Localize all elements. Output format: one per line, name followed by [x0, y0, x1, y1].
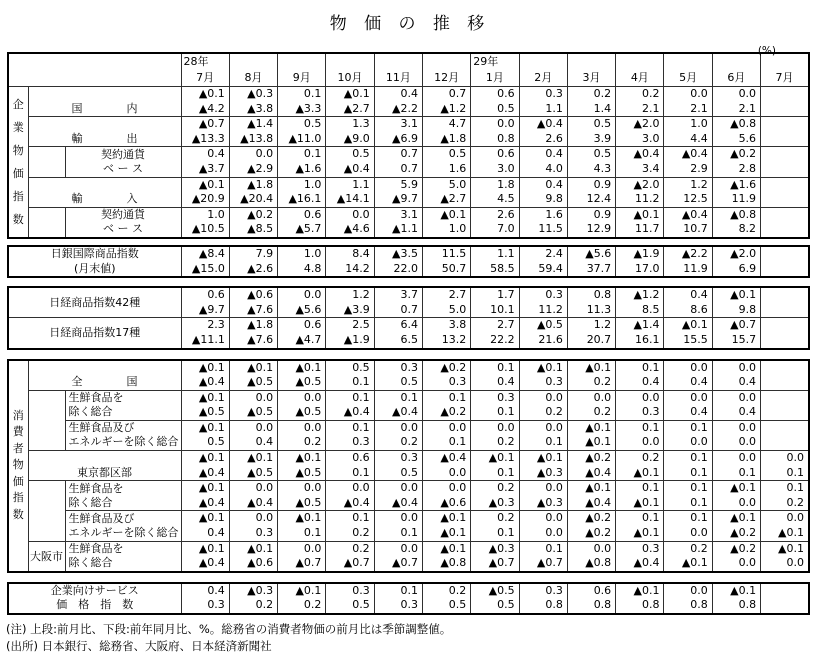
tokyo-ex-fresh-food-energy-m5: ▲0.1 ▲0.1 — [422, 511, 470, 541]
japan-ex-fresh-food-m7: 0.0 0.2 — [519, 390, 567, 420]
domestic-row — [8, 87, 809, 117]
tokyo-ex-fresh-food-energy-m8: ▲0.2 ▲0.2 — [567, 511, 615, 541]
tokyo-ex-fresh-food-m0: ▲0.1 ▲0.4 — [181, 481, 229, 511]
nikkei-commodity-index-42-m1: ▲0.6 ▲7.6 — [229, 287, 277, 318]
domestic-m11: 0.0 2.1 — [712, 87, 760, 117]
exports-contract-currency-basis-m6: 0.6 3.0 — [471, 147, 519, 177]
japan-all-m7: ▲0.1 0.3 — [519, 360, 567, 391]
exports-m1: ▲1.4 ▲13.8 — [229, 117, 277, 147]
boj-international-commodity-index-m0: ▲8.4 ▲15.0 — [181, 246, 229, 277]
osaka-ex-fresh-food-m3: 0.2 ▲0.7 — [326, 541, 374, 572]
tokyo-ku-area-m12: 0.0 0.1 — [761, 451, 809, 481]
japan-ex-fresh-food-energy-m11: 0.0 0.0 — [712, 420, 760, 450]
exports-contract-currency-basis-m2: 0.1 ▲1.6 — [278, 147, 326, 177]
area-label-osaka: 大阪市 — [28, 541, 65, 572]
tokyo-ex-fresh-food-label: 生鮮食品を 除く総合 — [65, 481, 181, 511]
domestic-m6: 0.6 0.5 — [471, 87, 519, 117]
tokyo-ex-fresh-food-energy-m2: ▲0.1 0.1 — [278, 511, 326, 541]
japan-ex-fresh-food-m0: ▲0.1 ▲0.5 — [181, 390, 229, 420]
japan-all-m9: 0.1 0.4 — [616, 360, 664, 391]
nikkei-commodity-index-42-m12 — [761, 287, 809, 318]
japan-all-m12 — [761, 360, 809, 391]
nikkei-commodity-index-42-m11: ▲0.1 9.8 — [712, 287, 760, 318]
imports-contract-currency-basis-m12 — [761, 207, 809, 238]
tokyo-ex-fresh-food-spacer — [28, 481, 65, 541]
japan-ex-fresh-food-energy-m0: ▲0.1 0.5 — [181, 420, 229, 450]
nikkei-commodity-index-17-label: 日経商品指数17種 — [8, 318, 181, 349]
month-header-1: 8月 — [229, 53, 277, 87]
osaka-ex-fresh-food-m5: ▲0.1 ▲0.8 — [422, 541, 470, 572]
japan-all-m10: 0.0 0.4 — [664, 360, 712, 391]
tokyo-ku-area-m5: ▲0.4 0.0 — [422, 451, 470, 481]
japan-ex-fresh-food-m9: 0.0 0.3 — [616, 390, 664, 420]
japan-all-m8: ▲0.1 0.2 — [567, 360, 615, 391]
corporate-services-price-index-row — [8, 583, 809, 614]
nikkei-commodity-index-17-m4: 6.4 6.5 — [374, 318, 422, 349]
corporate-services-price-index-m3: 0.3 0.5 — [326, 583, 374, 614]
japan-all-m5: ▲0.2 0.3 — [422, 360, 470, 391]
nikkei-commodity-index — [7, 286, 810, 349]
boj-international-commodity-index-m1: 7.9 ▲2.6 — [229, 246, 277, 277]
osaka-ex-fresh-food-label: 生鮮食品を 除く総合 — [65, 541, 181, 572]
exports-contract-currency-basis-label: 契約通貨 ベ ー ス — [65, 147, 181, 177]
japan-all-m4: 0.3 0.5 — [374, 360, 422, 391]
source-line: (出所) 日本銀行、総務省、大阪府、日本経済新聞社 — [6, 639, 272, 653]
month-header-8: 3月 — [567, 53, 615, 87]
osaka-ex-fresh-food-m6: ▲0.3 ▲0.7 — [471, 541, 519, 572]
imports-m7: 0.4 9.8 — [519, 177, 567, 207]
osaka-ex-fresh-food-m8: 0.0 ▲0.8 — [567, 541, 615, 572]
nikkei-commodity-index-17-m12 — [761, 318, 809, 349]
month-header-0: 28年 7月 — [181, 53, 229, 87]
nikkei-commodity-index-42-m7: 0.3 11.2 — [519, 287, 567, 318]
tokyo-ex-fresh-food-row — [8, 481, 809, 511]
boj-international-commodity-index-m11: ▲2.0 6.9 — [712, 246, 760, 277]
corporate-services-price-index-m4: 0.1 0.3 — [374, 583, 422, 614]
japan-ex-fresh-food-m3: 0.1 ▲0.4 — [326, 390, 374, 420]
nikkei-commodity-index-17-m9: ▲1.4 16.1 — [616, 318, 664, 349]
tokyo-ex-fresh-food-m3: 0.0 ▲0.4 — [326, 481, 374, 511]
japan-ex-fresh-food-energy-m10: 0.1 0.0 — [664, 420, 712, 450]
tokyo-ex-fresh-food-energy-m11: ▲0.1 ▲0.2 — [712, 511, 760, 541]
exports-contract-currency-basis-m12 — [761, 147, 809, 177]
nikkei-commodity-index-17-m10: ▲0.1 15.5 — [664, 318, 712, 349]
month-header-6: 29年 1月 — [471, 53, 519, 87]
month-header-9: 4月 — [616, 53, 664, 87]
corporate-services-price-index — [7, 582, 810, 615]
imports-contract-currency-basis-m9: ▲0.1 11.7 — [616, 207, 664, 238]
tokyo-ex-fresh-food-m6: 0.2 ▲0.3 — [471, 481, 519, 511]
boj-international-commodity-index-m10: ▲2.2 11.9 — [664, 246, 712, 277]
tokyo-ex-fresh-food-energy-m10: 0.1 0.0 — [664, 511, 712, 541]
imports-row — [8, 177, 809, 207]
tokyo-ku-area-m6: ▲0.1 0.1 — [471, 451, 519, 481]
imports-m0: ▲0.1 ▲20.9 — [181, 177, 229, 207]
nikkei-commodity-index-42-m10: 0.4 8.6 — [664, 287, 712, 318]
section-label-corporate-goods-price-index: 企 業 物 価 指 数 — [8, 87, 28, 238]
month-header-3: 10月 — [326, 53, 374, 87]
tokyo-ex-fresh-food-energy-m3: 0.1 0.2 — [326, 511, 374, 541]
corporate-services-price-index-m2: ▲0.1 0.2 — [278, 583, 326, 614]
tokyo-ku-area-m11: 0.0 0.1 — [712, 451, 760, 481]
nikkei-commodity-index-17-m7: ▲0.5 21.6 — [519, 318, 567, 349]
imports-contract-currency-basis-m10: ▲0.4 10.7 — [664, 207, 712, 238]
japan-all-m1: ▲0.1 ▲0.5 — [229, 360, 277, 391]
nikkei-commodity-index-42-m2: 0.0 ▲5.6 — [278, 287, 326, 318]
japan-all-row — [8, 360, 809, 391]
domestic-label: 国 内 — [28, 87, 181, 117]
japan-ex-fresh-food-spacer — [28, 390, 65, 450]
boj-international-commodity-index-label: 日銀国際商品指数 (月末値) — [8, 246, 181, 277]
imports-m1: ▲1.8 ▲20.4 — [229, 177, 277, 207]
nikkei-commodity-index-42-m6: 1.7 10.1 — [471, 287, 519, 318]
imports-m5: 5.0 ▲2.7 — [422, 177, 470, 207]
boj-international-commodity-index — [7, 245, 810, 278]
japan-all-m2: ▲0.1 ▲0.5 — [278, 360, 326, 391]
exports-contract-currency-basis-m4: 0.7 0.7 — [374, 147, 422, 177]
month-header-10: 5月 — [664, 53, 712, 87]
exports-contract-currency-basis-m8: 0.5 4.3 — [567, 147, 615, 177]
tokyo-ku-area-m1: ▲0.1 ▲0.5 — [229, 451, 277, 481]
nikkei-commodity-index-42-m5: 2.7 5.0 — [423, 287, 471, 318]
nikkei-commodity-index-42-m4: 3.7 0.7 — [374, 287, 422, 318]
japan-ex-fresh-food-label: 生鮮食品を 除く総合 — [65, 390, 181, 420]
imports-contract-currency-basis-m1: ▲0.2 ▲8.5 — [229, 207, 277, 238]
exports-m4: 3.1 ▲6.9 — [374, 117, 422, 147]
boj-international-commodity-index-m6: 1.1 58.5 — [471, 246, 519, 277]
osaka-ex-fresh-food-m10: 0.2 ▲0.1 — [664, 541, 712, 572]
imports-m6: 1.8 4.5 — [471, 177, 519, 207]
imports-contract-currency-basis-m7: 1.6 11.5 — [519, 207, 567, 238]
domestic-m8: 0.2 1.4 — [567, 87, 615, 117]
japan-all-m6: 0.1 0.4 — [471, 360, 519, 391]
tokyo-ex-fresh-food-energy-m1: 0.0 0.3 — [229, 511, 277, 541]
imports-contract-currency-basis-m11: ▲0.8 8.2 — [712, 207, 760, 238]
tokyo-ex-fresh-food-energy-m9: 0.1 ▲0.1 — [616, 511, 664, 541]
header-corner — [8, 53, 181, 87]
imports-contract-currency-basis-m5: ▲0.1 1.0 — [422, 207, 470, 238]
japan-ex-fresh-food-m12 — [761, 390, 809, 420]
month-header-4: 11月 — [374, 53, 422, 87]
japan-ex-fresh-food-energy-m6: 0.0 0.2 — [471, 420, 519, 450]
exports-contract-currency-basis-m1: 0.0 ▲2.9 — [229, 147, 277, 177]
exports-contract-currency-basis-m10: ▲0.4 2.9 — [664, 147, 712, 177]
nikkei-commodity-index-17-m0: 2.3 ▲11.1 — [181, 318, 229, 349]
corporate-services-price-index-m7: 0.3 0.8 — [519, 583, 567, 614]
price-trend-tables — [7, 52, 820, 615]
japan-all-label: 全 国 — [28, 360, 181, 391]
osaka-ex-fresh-food-m12: ▲0.1 0.0 — [761, 541, 809, 572]
month-header-5: 12月 — [422, 53, 470, 87]
tokyo-ku-area-m3: 0.6 0.1 — [326, 451, 374, 481]
tokyo-ku-area-m0: ▲0.1 ▲0.4 — [181, 451, 229, 481]
corporate-services-price-index-m0: 0.4 0.3 — [181, 583, 229, 614]
exports-m6: 0.0 0.8 — [471, 117, 519, 147]
japan-ex-fresh-food-energy-m2: 0.0 0.2 — [278, 420, 326, 450]
tokyo-ex-fresh-food-energy-label: 生鮮食品及び エネルギーを除く総合 — [65, 511, 181, 541]
osaka-ex-fresh-food-m11: ▲0.2 0.0 — [712, 541, 760, 572]
japan-ex-fresh-food-energy-m9: 0.1 0.0 — [616, 420, 664, 450]
exports-m9: ▲2.0 3.0 — [616, 117, 664, 147]
osaka-ex-fresh-food-m1: ▲0.1 ▲0.6 — [229, 541, 277, 572]
japan-ex-fresh-food-energy-m7: 0.0 0.1 — [519, 420, 567, 450]
japan-all-m3: 0.5 0.1 — [326, 360, 374, 391]
tokyo-ex-fresh-food-energy-row — [8, 511, 809, 541]
domestic-m2: 0.1 ▲3.3 — [278, 87, 326, 117]
japan-ex-fresh-food-m2: 0.0 ▲0.5 — [278, 390, 326, 420]
osaka-ex-fresh-food-m9: 0.3 ▲0.4 — [616, 541, 664, 572]
imports-m9: ▲2.0 11.2 — [616, 177, 664, 207]
imports-m11: ▲1.6 11.9 — [712, 177, 760, 207]
corporate-goods-price-index — [7, 52, 810, 239]
boj-international-commodity-index-m12 — [761, 246, 809, 277]
japan-ex-fresh-food-energy-m12 — [761, 420, 809, 450]
tokyo-ku-area-m10: 0.1 0.1 — [664, 451, 712, 481]
corporate-services-price-index-m9: ▲0.1 0.8 — [616, 583, 664, 614]
nikkei-commodity-index-17-row — [8, 318, 809, 349]
imports-label: 輸 入 — [28, 177, 181, 207]
consumer-price-index — [7, 359, 810, 573]
unit-label: (%) — [757, 45, 776, 57]
month-header-row — [8, 53, 809, 87]
tokyo-ku-area-label: 東京都区部 — [28, 451, 181, 481]
note-line: (注) 上段:前月比、下段:前年同月比、%。総務省の消費者物価の前月比は季節調整値。 — [6, 622, 452, 636]
japan-ex-fresh-food-m10: 0.0 0.4 — [664, 390, 712, 420]
domestic-m7: 0.3 1.1 — [519, 87, 567, 117]
tokyo-ex-fresh-food-m12: 0.1 0.2 — [761, 481, 809, 511]
imports-contract-currency-basis-m8: 0.9 12.9 — [567, 207, 615, 238]
tokyo-ex-fresh-food-m4: 0.0 ▲0.4 — [374, 481, 422, 511]
nikkei-commodity-index-17-m1: ▲1.8 ▲7.6 — [229, 318, 277, 349]
tokyo-ex-fresh-food-energy-m0: ▲0.1 0.4 — [181, 511, 229, 541]
corporate-services-price-index-m11: ▲0.1 0.8 — [712, 583, 760, 614]
imports-m8: 0.9 12.4 — [567, 177, 615, 207]
japan-ex-fresh-food-energy-m3: 0.1 0.3 — [326, 420, 374, 450]
imports-contract-currency-basis-m2: 0.6 ▲5.7 — [278, 207, 326, 238]
domestic-m4: 0.4 ▲2.2 — [374, 87, 422, 117]
exports-m3: 1.3 ▲9.0 — [326, 117, 374, 147]
nikkei-commodity-index-17-m2: 0.6 ▲4.7 — [278, 318, 326, 349]
domestic-m10: 0.0 2.1 — [664, 87, 712, 117]
exports-contract-currency-basis-spacer — [28, 147, 65, 177]
imports-m2: 1.0 ▲16.1 — [278, 177, 326, 207]
tokyo-ex-fresh-food-m2: 0.0 ▲0.5 — [278, 481, 326, 511]
exports-label: 輸 出 — [28, 117, 181, 147]
imports-contract-currency-basis-m0: 1.0 ▲10.5 — [181, 207, 229, 238]
month-header-2: 9月 — [278, 53, 326, 87]
exports-contract-currency-basis-row — [8, 147, 809, 177]
tokyo-ex-fresh-food-m10: 0.1 0.1 — [664, 481, 712, 511]
osaka-ex-fresh-food-m2: 0.0 ▲0.7 — [278, 541, 326, 572]
japan-ex-fresh-food-energy-m4: 0.0 0.2 — [374, 420, 422, 450]
exports-m8: 0.5 3.9 — [567, 117, 615, 147]
tokyo-ex-fresh-food-energy-m7: 0.0 0.0 — [519, 511, 567, 541]
exports-row — [8, 117, 809, 147]
month-header-12: 7月 — [761, 53, 809, 87]
nikkei-commodity-index-42-m3: 1.2 ▲3.9 — [326, 287, 374, 318]
boj-international-commodity-index-m7: 2.4 59.4 — [519, 246, 567, 277]
tokyo-ex-fresh-food-energy-m12: 0.0 ▲0.1 — [761, 511, 809, 541]
corporate-services-price-index-m6: ▲0.5 0.5 — [471, 583, 519, 614]
nikkei-commodity-index-17-m3: 2.5 ▲1.9 — [326, 318, 374, 349]
imports-contract-currency-basis-spacer — [28, 207, 65, 238]
japan-ex-fresh-food-m4: 0.1 ▲0.4 — [374, 390, 422, 420]
domestic-m12 — [761, 87, 809, 117]
boj-international-commodity-index-row — [8, 246, 809, 277]
tokyo-ex-fresh-food-m7: 0.0 ▲0.3 — [519, 481, 567, 511]
nikkei-commodity-index-17-m8: 1.2 20.7 — [567, 318, 615, 349]
imports-contract-currency-basis-m4: 3.1 ▲1.1 — [374, 207, 422, 238]
exports-m12 — [761, 117, 809, 147]
exports-m2: 0.5 ▲11.0 — [278, 117, 326, 147]
japan-ex-fresh-food-energy-row — [8, 420, 809, 450]
tokyo-ku-area-m9: 0.2 ▲0.1 — [616, 451, 664, 481]
month-header-11: 6月 — [712, 53, 760, 87]
tokyo-ex-fresh-food-energy-m4: 0.0 0.1 — [374, 511, 422, 541]
imports-m4: 5.9 ▲9.7 — [374, 177, 422, 207]
japan-ex-fresh-food-energy-m1: 0.0 0.4 — [229, 420, 277, 450]
imports-contract-currency-basis-label: 契約通貨 ベ ー ス — [65, 207, 181, 238]
tokyo-ku-area-m7: ▲0.1 ▲0.3 — [519, 451, 567, 481]
corporate-services-price-index-m8: 0.6 0.8 — [567, 583, 615, 614]
domestic-m5: 0.7 ▲1.2 — [422, 87, 470, 117]
exports-contract-currency-basis-m7: 0.4 4.0 — [519, 147, 567, 177]
tokyo-ex-fresh-food-m8: ▲0.1 ▲0.4 — [567, 481, 615, 511]
nikkei-commodity-index-42-m8: 0.8 11.3 — [567, 287, 615, 318]
japan-ex-fresh-food-m6: 0.3 0.1 — [471, 390, 519, 420]
japan-ex-fresh-food-m1: 0.0 ▲0.5 — [229, 390, 277, 420]
section-label-consumer-price-index: 消 費 者 物 価 指 数 — [8, 360, 28, 572]
domestic-m9: 0.2 2.1 — [616, 87, 664, 117]
exports-contract-currency-basis-m9: ▲0.4 3.4 — [616, 147, 664, 177]
boj-international-commodity-index-m2: 1.0 4.8 — [278, 246, 326, 277]
nikkei-commodity-index-17-m5: 3.8 13.2 — [423, 318, 471, 349]
domestic-m1: ▲0.3 ▲3.8 — [229, 87, 277, 117]
osaka-ex-fresh-food-m0: ▲0.1 ▲0.4 — [181, 541, 229, 572]
boj-international-commodity-index-m9: ▲1.9 17.0 — [616, 246, 664, 277]
exports-contract-currency-basis-m3: 0.5 ▲0.4 — [326, 147, 374, 177]
corporate-services-price-index-m12 — [761, 583, 809, 614]
boj-international-commodity-index-m5: 11.5 50.7 — [423, 246, 471, 277]
japan-ex-fresh-food-energy-label: 生鮮食品及び エネルギーを除く総合 — [65, 420, 181, 450]
domestic-m3: ▲0.1 ▲2.7 — [326, 87, 374, 117]
osaka-ex-fresh-food-m4: 0.0 ▲0.7 — [374, 541, 422, 572]
imports-m10: 1.2 12.5 — [664, 177, 712, 207]
imports-contract-currency-basis-m3: 0.0 ▲4.6 — [326, 207, 374, 238]
tokyo-ex-fresh-food-energy-m6: 0.2 0.1 — [471, 511, 519, 541]
exports-contract-currency-basis-m0: 0.4 ▲3.7 — [181, 147, 229, 177]
exports-m7: ▲0.4 2.6 — [519, 117, 567, 147]
japan-all-m0: ▲0.1 ▲0.4 — [181, 360, 229, 391]
boj-international-commodity-index-m8: ▲5.6 37.7 — [567, 246, 615, 277]
domestic-m0: ▲0.1 ▲4.2 — [181, 87, 229, 117]
tokyo-ex-fresh-food-m11: ▲0.1 0.0 — [712, 481, 760, 511]
exports-m10: 1.0 4.4 — [664, 117, 712, 147]
tokyo-ku-area-row — [8, 451, 809, 481]
japan-ex-fresh-food-m11: 0.0 0.4 — [712, 390, 760, 420]
nikkei-commodity-index-42-m0: 0.6 ▲9.7 — [181, 287, 229, 318]
imports-m3: 1.1 ▲14.1 — [326, 177, 374, 207]
imports-contract-currency-basis-row — [8, 207, 809, 238]
tokyo-ex-fresh-food-m5: 0.0 ▲0.6 — [422, 481, 470, 511]
corporate-services-price-index-label: 企業向けサービス 価 格 指 数 — [8, 583, 181, 614]
imports-contract-currency-basis-m6: 2.6 7.0 — [471, 207, 519, 238]
japan-ex-fresh-food-m8: 0.0 0.2 — [567, 390, 615, 420]
corporate-services-price-index-m5: 0.2 0.5 — [423, 583, 471, 614]
japan-all-m11: 0.0 0.4 — [712, 360, 760, 391]
japan-ex-fresh-food-m5: 0.1 ▲0.2 — [422, 390, 470, 420]
page-title: 物 価 の 推 移 — [329, 14, 491, 34]
boj-international-commodity-index-m3: 8.4 14.2 — [326, 246, 374, 277]
nikkei-commodity-index-17-m11: ▲0.7 15.7 — [712, 318, 760, 349]
corporate-services-price-index-m1: ▲0.3 0.2 — [229, 583, 277, 614]
corporate-services-price-index-m10: 0.0 0.8 — [664, 583, 712, 614]
nikkei-commodity-index-42-row — [8, 287, 809, 318]
tokyo-ex-fresh-food-m9: 0.1 ▲0.1 — [616, 481, 664, 511]
osaka-ex-fresh-food-row — [8, 541, 809, 572]
boj-international-commodity-index-m4: ▲3.5 22.0 — [374, 246, 422, 277]
nikkei-commodity-index-17-m6: 2.7 22.2 — [471, 318, 519, 349]
exports-contract-currency-basis-m5: 0.5 1.6 — [422, 147, 470, 177]
exports-m5: 4.7 ▲1.8 — [422, 117, 470, 147]
imports-m12 — [761, 177, 809, 207]
tokyo-ex-fresh-food-m1: 0.0 ▲0.4 — [229, 481, 277, 511]
japan-ex-fresh-food-row — [8, 390, 809, 420]
exports-contract-currency-basis-m11: ▲0.2 2.8 — [712, 147, 760, 177]
japan-ex-fresh-food-energy-m8: ▲0.1 ▲0.1 — [567, 420, 615, 450]
osaka-ex-fresh-food-m7: 0.1 ▲0.7 — [519, 541, 567, 572]
tokyo-ku-area-m8: ▲0.2 ▲0.4 — [567, 451, 615, 481]
tokyo-ku-area-m4: 0.3 0.5 — [374, 451, 422, 481]
nikkei-commodity-index-42-m9: ▲1.2 8.5 — [616, 287, 664, 318]
tokyo-ku-area-m2: ▲0.1 ▲0.5 — [278, 451, 326, 481]
exports-m11: ▲0.8 5.6 — [712, 117, 760, 147]
month-header-7: 2月 — [519, 53, 567, 87]
exports-m0: ▲0.7 ▲13.3 — [181, 117, 229, 147]
nikkei-commodity-index-42-label: 日経商品指数42種 — [8, 287, 181, 318]
japan-ex-fresh-food-energy-m5: 0.0 0.1 — [422, 420, 470, 450]
